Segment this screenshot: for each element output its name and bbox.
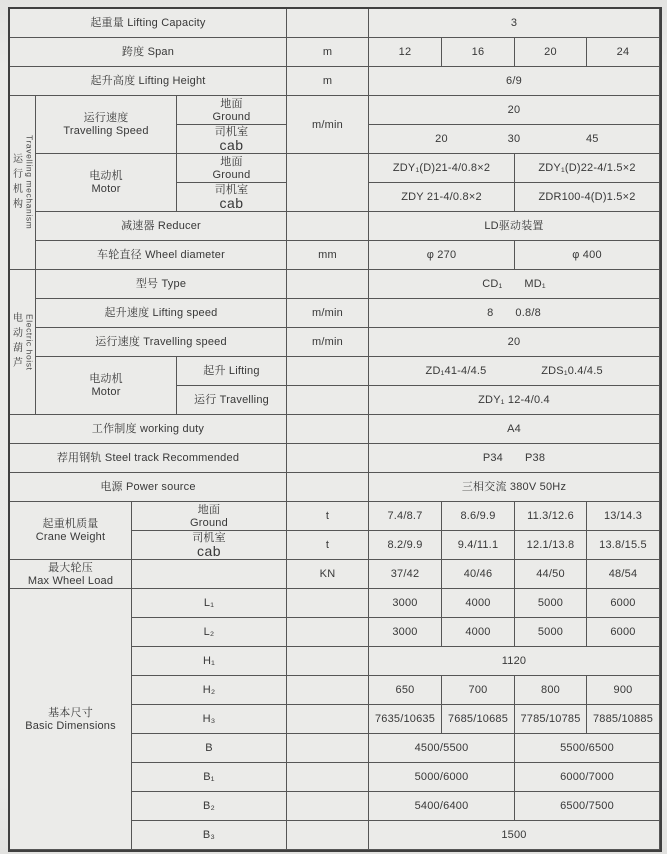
dim-h3-value-2: [442, 705, 515, 734]
max-wheel-load-value-1: [369, 560, 442, 589]
wheel-diameter-label: [36, 241, 287, 270]
span-value-3: [515, 38, 587, 67]
max-wheel-load-value-3-text-0: 44/50: [536, 568, 565, 580]
dim-b-value-1: [369, 734, 515, 763]
max-wheel-load-value-2-text-0: 40/46: [463, 568, 493, 580]
dim-b3-value: [369, 821, 660, 850]
crane-weight-group-text-0: 起重机质量: [42, 518, 99, 530]
dim-b1-sub: [132, 763, 287, 792]
crane-weight-ground-sub: [132, 502, 287, 531]
hoist-travelling-speed-value-text-0: 20: [507, 336, 521, 348]
steel-track-value-text-1: P38: [525, 452, 546, 464]
hoist-travelling-speed-unit-text-0: m/min: [312, 336, 343, 348]
wheel-diameter-value-2: [515, 241, 660, 270]
dim-b-value-2: [515, 734, 660, 763]
travel-motor-ground-sub: [177, 154, 287, 183]
working-duty-label: [10, 415, 287, 444]
dim-h1-sub: [132, 647, 287, 676]
type-label-text-0: 型号 Type: [135, 278, 187, 290]
hoist-motor-travelling-value: [369, 386, 660, 415]
dim-l1-value-4-text-0: 6000: [610, 597, 636, 609]
dim-h1-value-text-0: 1120: [501, 655, 527, 667]
max-wheel-load-unit: [287, 560, 369, 589]
lifting-speed-unit: [287, 299, 369, 328]
dim-b3-value-text-0: 1500: [501, 829, 527, 841]
crane-weight-cab-value-3-text-0: 12.1/13.8: [526, 539, 575, 551]
hoist-travelling-speed-value: [369, 328, 660, 357]
travelling-speed-ground-sub-text-0: 地面: [220, 97, 243, 110]
dim-h3-value-1-text-0: 7635/10635: [374, 713, 436, 725]
span-value-4-text-0: 24: [616, 46, 630, 58]
steel-track-unit: [287, 444, 369, 473]
hoist-motor-travelling-sub: [177, 386, 287, 415]
dim-h2-value-1: [369, 676, 442, 705]
dim-h1-unit: [287, 647, 369, 676]
dim-l1-value-4: [587, 589, 660, 618]
hoist-travelling-speed-label: [36, 328, 287, 357]
dim-l1-value-3-text-0: 5000: [537, 597, 564, 609]
dim-b1-sub-text-0: B₁: [203, 771, 215, 783]
span-unit: [287, 38, 369, 67]
dim-h3-unit: [287, 705, 369, 734]
spec-table: [8, 7, 662, 852]
working-duty-value: [369, 415, 660, 444]
basic-dimensions-group: [10, 589, 132, 850]
wheel-diameter-value-1-text-0: φ 270: [426, 249, 457, 261]
lifting-height-label: [10, 67, 287, 96]
crane-weight-cab-unit-text-0: t: [325, 539, 330, 551]
crane-weight-cab-value-3: [515, 531, 587, 560]
power-source-label: [10, 473, 287, 502]
hoist-motor-group-text-1: Motor: [91, 386, 121, 398]
working-duty-value-text-0: A4: [507, 423, 521, 435]
lifting-capacity-value-text-0: 3: [510, 17, 518, 29]
dim-b1-value-2-text-0: 6000/7000: [560, 771, 614, 783]
hoist-motor-lifting-value-text-0: ZD₁41-4/4.5: [425, 365, 487, 377]
travelling-speed-cab-values-text-0: 20: [435, 133, 448, 145]
hoist-motor-travelling-unit: [287, 386, 369, 415]
dim-l2-sub-text-0: L₂: [203, 626, 215, 638]
travelling-speed-ground-value-text-0: 20: [507, 104, 521, 116]
travel-motor-ground-value-1: [369, 154, 515, 183]
travel-motor-group-text-1: Motor: [91, 183, 121, 195]
travelling-speed-ground-sub: [177, 96, 287, 125]
dim-h2-value-4-text-0: 900: [613, 684, 633, 696]
crane-weight-ground-value-4-text-0: 13/14.3: [603, 510, 643, 522]
lifting-speed-unit-text-0: m/min: [312, 307, 343, 319]
dim-h2-sub: [132, 676, 287, 705]
lifting-speed-value-text-0: 8: [487, 307, 494, 319]
hoist-travelling-speed-unit: [287, 328, 369, 357]
crane-weight-ground-value-2-text-0: 8.6/9.9: [460, 510, 496, 522]
steel-track-value: [369, 444, 660, 473]
max-wheel-load-group-text-0: 最大轮压: [48, 561, 93, 574]
travelling-speed-group-text-0: 运行速度: [83, 112, 129, 124]
travel-motor-cab-sub: [177, 183, 287, 212]
crane-weight-ground-sub-text-0: 地面: [197, 503, 221, 516]
dim-h3-sub: [132, 705, 287, 734]
type-value-text-0: CD₁: [482, 278, 503, 290]
dim-b2-sub: [132, 792, 287, 821]
steel-track-value-text-0: P34: [482, 452, 503, 464]
wheel-diameter-value-2-text-0: φ 400: [572, 249, 602, 261]
dim-l2-value-2: [442, 618, 515, 647]
reducer-value-text-0: LD驱动装置: [484, 220, 544, 232]
lifting-capacity-unit: [287, 9, 369, 38]
crane-weight-ground-value-1-text-0: 7.4/8.7: [387, 510, 423, 522]
travel-motor-ground-value-1-text-0: ZDY₁(D)21-4/0.8×2: [392, 162, 491, 174]
dim-h3-value-4: [587, 705, 660, 734]
span-value-2: [442, 38, 515, 67]
span-value-1-text-0: 12: [398, 46, 412, 58]
dim-b-value-2-text-0: 5500/6500: [560, 742, 614, 754]
hoist-motor-lifting-value-text-1: ZDS₁0.4/4.5: [541, 365, 603, 377]
dim-h3-value-4-text-0: 7885/10885: [592, 713, 654, 725]
travel-motor-cab-sub-text-0: 司机室: [214, 184, 249, 196]
crane-weight-ground-value-3-text-0: 11.3/12.6: [527, 510, 574, 522]
dim-b3-sub: [132, 821, 287, 850]
dim-l1-value-1-text-0: 3000: [392, 597, 418, 609]
dim-l1-unit: [287, 589, 369, 618]
hoist-motor-travelling-sub-text-0: 运行 Travelling: [194, 394, 269, 406]
crane-weight-cab-value-4: [587, 531, 660, 560]
dim-h3-value-3-text-0: 7785/10785: [520, 713, 581, 725]
dim-h2-value-3: [515, 676, 587, 705]
travelling-mechanism-strip-text-0: 运行机构: [10, 152, 22, 213]
lifting-height-label-text-0: 起升高度 Lifting Height: [90, 75, 206, 87]
travelling-mechanism-strip: [10, 96, 36, 270]
crane-weight-ground-value-4: [587, 502, 660, 531]
crane-weight-cab-value-2-text-0: 9.4/11.1: [457, 539, 499, 551]
span-value-1: [369, 38, 442, 67]
travelling-speed-cab-values-text-2: 45: [585, 133, 599, 145]
lifting-speed-value: [369, 299, 660, 328]
dim-h2-value-1-text-0: 650: [395, 684, 415, 696]
dim-l1-value-2-text-0: 4000: [465, 597, 491, 609]
dim-b1-value-1: [369, 763, 515, 792]
max-wheel-load-unit-text-0: KN: [319, 568, 336, 580]
dim-b2-unit: [287, 792, 369, 821]
reducer-label-text-0: 减速器 Reducer: [121, 220, 201, 232]
travelling-speed-unit: [287, 96, 369, 154]
travelling-mechanism-strip-text-1: Travelling mechanism: [24, 135, 35, 230]
reducer-label: [36, 212, 287, 241]
power-source-value-text-0: 三相交流 380V 50Hz: [461, 481, 567, 493]
crane-weight-ground-value-2: [442, 502, 515, 531]
hoist-travelling-speed-label-text-0: 运行速度 Travelling speed: [95, 336, 227, 348]
span-value-3-text-0: 20: [544, 46, 557, 58]
electric-hoist-strip-text-0: 电动葫芦: [10, 312, 22, 372]
crane-weight-cab-value-2: [442, 531, 515, 560]
crane-weight-ground-unit-text-0: t: [325, 510, 330, 522]
dim-b1-value-1-text-0: 5000/6000: [414, 771, 469, 783]
travelling-speed-cab-sub-text-1: cab: [219, 137, 244, 153]
type-unit: [287, 270, 369, 299]
basic-dimensions-group-text-0: 基本尺寸: [48, 706, 93, 719]
crane-weight-ground-unit: [287, 502, 369, 531]
crane-weight-ground-value-3: [515, 502, 587, 531]
crane-weight-cab-value-1-text-0: 8.2/9.9: [387, 539, 423, 551]
reducer-value: [369, 212, 660, 241]
travel-motor-group: [36, 154, 177, 212]
max-wheel-load-value-4-text-0: 48/54: [608, 568, 638, 580]
dim-h3-value-1: [369, 705, 442, 734]
dim-b3-unit: [287, 821, 369, 850]
dim-h2-sub-text-0: H₂: [202, 684, 216, 696]
power-source-value: [369, 473, 660, 502]
dim-l2-sub: [132, 618, 287, 647]
lifting-height-unit-text-0: m: [322, 75, 333, 87]
travel-motor-cab-value-1-text-0: ZDY 21-4/0.8×2: [401, 191, 482, 203]
max-wheel-load-group: [10, 560, 132, 589]
max-wheel-load-sub: [132, 560, 287, 589]
crane-weight-ground-value-1: [369, 502, 442, 531]
travelling-speed-cab-sub-text-0: 司机室: [214, 126, 249, 138]
span-label-text-0: 跨度 Span: [121, 46, 175, 58]
hoist-motor-lifting-value: [369, 357, 660, 386]
hoist-motor-lifting-unit: [287, 357, 369, 386]
dim-l1-value-1: [369, 589, 442, 618]
electric-hoist-strip: [10, 270, 36, 415]
dim-l1-value-2: [442, 589, 515, 618]
travel-motor-cab-value-1: [369, 183, 515, 212]
type-label: [36, 270, 287, 299]
crane-weight-group: [10, 502, 132, 560]
wheel-diameter-label-text-0: 车轮直径 Wheel diameter: [97, 249, 225, 261]
dim-l2-value-3-text-0: 5000: [537, 626, 564, 638]
span-unit-text-0: m: [322, 46, 333, 58]
dim-b1-value-2: [515, 763, 660, 792]
max-wheel-load-value-2: [442, 560, 515, 589]
lifting-height-value: [369, 67, 660, 96]
crane-weight-cab-value-1: [369, 531, 442, 560]
max-wheel-load-value-1-text-0: 37/42: [390, 568, 420, 580]
dim-h2-unit: [287, 676, 369, 705]
basic-dimensions-group-text-1: Basic Dimensions: [25, 719, 116, 732]
span-value-4: [587, 38, 660, 67]
working-duty-label-text-0: 工作制度 working duty: [91, 423, 205, 435]
hoist-motor-group-text-0: 电动机: [89, 373, 123, 385]
dim-b-sub-text-0: B: [205, 742, 213, 754]
power-source-unit: [287, 473, 369, 502]
crane-weight-cab-sub-text-0: 司机室: [192, 532, 226, 544]
hoist-motor-group: [36, 357, 177, 415]
dim-l2-value-4: [587, 618, 660, 647]
travelling-speed-ground-value: [369, 96, 660, 125]
travel-motor-ground-sub-text-0: 地面: [220, 155, 243, 168]
crane-weight-cab-unit: [287, 531, 369, 560]
dim-b2-value-2-text-0: 6500/7500: [560, 800, 614, 812]
hoist-motor-lifting-sub: [177, 357, 287, 386]
travelling-speed-cab-values-text-1: 30: [507, 133, 521, 145]
travel-motor-cab-sub-text-1: cab: [219, 195, 244, 211]
travel-motor-ground-sub-text-1: Ground: [212, 168, 251, 181]
travelling-speed-group: [36, 96, 177, 154]
span-label: [10, 38, 287, 67]
travel-motor-unit: [287, 154, 369, 212]
max-wheel-load-value-4: [587, 560, 660, 589]
dim-b1-unit: [287, 763, 369, 792]
lifting-capacity-label-text-0: 起重量 Lifting Capacity: [90, 17, 206, 29]
dim-h2-value-3-text-0: 800: [541, 684, 560, 696]
dim-l2-value-3: [515, 618, 587, 647]
dim-h3-sub-text-0: H₃: [202, 713, 216, 725]
dim-l1-sub: [132, 589, 287, 618]
crane-weight-cab-value-4-text-0: 13.8/15.5: [599, 539, 647, 551]
lifting-height-unit: [287, 67, 369, 96]
span-value-2-text-0: 16: [471, 46, 485, 58]
max-wheel-load-value-3: [515, 560, 587, 589]
lifting-speed-value-text-1: 0.8/8: [515, 307, 541, 319]
travelling-speed-ground-sub-text-1: Ground: [212, 110, 251, 123]
travel-motor-ground-value-2-text-0: ZDY₁(D)22-4/1.5×2: [538, 162, 636, 174]
travel-motor-cab-value-2: [515, 183, 660, 212]
dim-h1-sub-text-0: H₁: [202, 655, 216, 667]
dim-h1-value: [369, 647, 660, 676]
dim-l2-value-1: [369, 618, 442, 647]
dim-b2-value-1-text-0: 5400/6400: [414, 800, 469, 812]
lifting-capacity-value: [369, 9, 660, 38]
dim-l2-value-2-text-0: 4000: [465, 626, 491, 638]
dim-l2-value-4-text-0: 6000: [610, 626, 636, 638]
electric-hoist-strip-text-1: Electric hoist: [24, 313, 35, 371]
dim-l1-sub-text-0: L₁: [203, 597, 215, 609]
type-value: [369, 270, 660, 299]
travelling-speed-group-text-1: Travelling Speed: [63, 125, 149, 137]
wheel-diameter-unit-text-0: mm: [318, 249, 337, 261]
dim-b-unit: [287, 734, 369, 763]
dim-l2-unit: [287, 618, 369, 647]
steel-track-label: [10, 444, 287, 473]
type-value-text-1: MD₁: [524, 278, 546, 290]
dim-h2-value-4: [587, 676, 660, 705]
dim-b3-sub-text-0: B₃: [202, 829, 216, 841]
travelling-speed-unit-text-0: m/min: [312, 118, 343, 131]
wheel-diameter-value-1: [369, 241, 515, 270]
power-source-label-text-0: 电源 Power source: [100, 481, 196, 493]
dim-h2-value-2: [442, 676, 515, 705]
lifting-speed-label-text-0: 起升速度 Lifting speed: [104, 307, 218, 319]
working-duty-unit: [287, 415, 369, 444]
max-wheel-load-group-text-1: Max Wheel Load: [27, 574, 114, 587]
reducer-unit: [287, 212, 369, 241]
travelling-speed-cab-values: [369, 125, 660, 154]
dim-b-sub: [132, 734, 287, 763]
lifting-height-value-text-0: 6/9: [506, 75, 522, 87]
lifting-speed-label: [36, 299, 287, 328]
dim-h3-value-3: [515, 705, 587, 734]
dim-h2-value-2-text-0: 700: [468, 684, 488, 696]
dim-l1-value-3: [515, 589, 587, 618]
dim-b2-sub-text-0: B₂: [202, 800, 215, 812]
steel-track-label-text-0: 荐用钢轨 Steel track Recommended: [56, 452, 240, 464]
dim-b2-value-2: [515, 792, 660, 821]
dim-b-value-1-text-0: 4500/5500: [414, 742, 469, 754]
travelling-speed-cab-sub: [177, 125, 287, 154]
dim-b2-value-1: [369, 792, 515, 821]
wheel-diameter-unit: [287, 241, 369, 270]
hoist-motor-travelling-value-text-0: ZDY₁ 12-4/0.4: [478, 394, 550, 406]
travel-motor-cab-value-2-text-0: ZDR100-4(D)1.5×2: [538, 191, 636, 203]
lifting-capacity-label: [10, 9, 287, 38]
crane-weight-cab-sub: [132, 531, 287, 560]
travel-motor-ground-value-2: [515, 154, 660, 183]
crane-weight-cab-sub-text-1: cab: [196, 543, 222, 559]
hoist-motor-lifting-sub-text-0: 起升 Lifting: [203, 365, 260, 377]
crane-weight-group-text-1: Crane Weight: [35, 531, 106, 543]
dim-h3-value-2-text-0: 7685/10685: [447, 713, 509, 725]
travel-motor-group-text-0: 电动机: [89, 170, 123, 182]
crane-weight-ground-sub-text-1: Ground: [190, 516, 228, 529]
dim-l2-value-1-text-0: 3000: [392, 626, 418, 638]
